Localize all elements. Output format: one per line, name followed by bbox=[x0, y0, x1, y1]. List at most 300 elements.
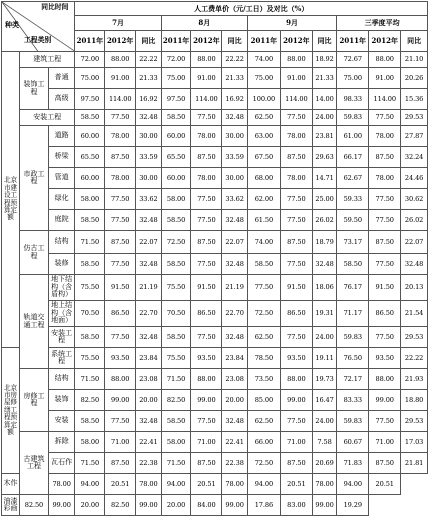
yoy-cell: 32.48 bbox=[401, 254, 428, 275]
yoy-cell: 22.41 bbox=[222, 432, 248, 453]
price-cell: 99.00 bbox=[105, 390, 136, 411]
price-cell: 77.50 bbox=[105, 210, 136, 231]
price-cell: 77.50 bbox=[369, 110, 401, 126]
table-row bbox=[2, 474, 428, 495]
yoy-cell: 32.48 bbox=[222, 110, 248, 126]
price-cell: 77.50 bbox=[280, 411, 312, 432]
yoy-cell: 25.00 bbox=[312, 189, 336, 210]
price-cell: 87.50 bbox=[280, 147, 312, 168]
category-cell: 安装 bbox=[48, 411, 75, 432]
category-cell: 绿化 bbox=[48, 189, 75, 210]
yoy-cell: 30.00 bbox=[136, 126, 162, 147]
table-row bbox=[2, 369, 428, 390]
table-row bbox=[2, 301, 428, 327]
yoy-cell: 30.62 bbox=[401, 189, 428, 210]
price-cell: 72.00 bbox=[161, 52, 191, 68]
price-cell: 75.00 bbox=[337, 68, 369, 89]
price-cell: 77.50 bbox=[105, 411, 136, 432]
category-cell: 装饰 bbox=[48, 390, 75, 411]
yoy-cell: 20.51 bbox=[105, 474, 136, 495]
yoy-cell: 29.53 bbox=[401, 411, 428, 432]
table-row bbox=[2, 348, 428, 369]
year-header: 2011年 bbox=[247, 31, 280, 52]
price-cell: 77.50 bbox=[105, 327, 136, 348]
table-row bbox=[2, 254, 428, 275]
price-cell: 88.00 bbox=[105, 369, 136, 390]
price-cell: 88.00 bbox=[280, 52, 312, 68]
price-cell: 91.50 bbox=[280, 275, 312, 301]
yoy-cell: 32.48 bbox=[222, 411, 248, 432]
price-cell: 71.00 bbox=[105, 432, 136, 453]
yoy-cell: 18.06 bbox=[312, 275, 336, 301]
price-cell: 87.50 bbox=[369, 231, 401, 254]
yoy-cell: 22.70 bbox=[222, 301, 248, 327]
period-header: 8月 bbox=[161, 16, 247, 31]
price-cell: 72.17 bbox=[337, 369, 369, 390]
price-cell: 58.50 bbox=[75, 411, 105, 432]
price-cell: 68.00 bbox=[247, 168, 280, 189]
price-cell: 66.00 bbox=[247, 432, 280, 453]
category-cell: 结构 bbox=[48, 369, 75, 390]
price-cell: 59.83 bbox=[337, 411, 369, 432]
yoy-cell: 18.79 bbox=[312, 231, 336, 254]
price-cell: 78.00 bbox=[191, 126, 222, 147]
price-cell: 75.50 bbox=[75, 275, 105, 301]
yoy-cell: 17.03 bbox=[401, 432, 428, 453]
subgroup-label: 仿古工程 bbox=[20, 231, 49, 275]
price-cell: 94.00 bbox=[75, 474, 105, 495]
price-cell: 87.50 bbox=[369, 453, 401, 474]
price-cell: 60.00 bbox=[75, 126, 105, 147]
price-cell: 99.00 bbox=[280, 390, 312, 411]
price-cell: 71.50 bbox=[75, 369, 105, 390]
price-cell: 77.50 bbox=[191, 411, 222, 432]
table-row bbox=[2, 231, 428, 254]
price-cell: 99.00 bbox=[136, 495, 162, 516]
price-cell: 86.50 bbox=[369, 301, 401, 327]
yoy-cell: 21.54 bbox=[401, 301, 428, 327]
price-cell: 83.33 bbox=[337, 390, 369, 411]
price-cell: 87.50 bbox=[191, 231, 222, 254]
price-cell: 86.50 bbox=[191, 301, 222, 327]
price-cell: 66.17 bbox=[337, 147, 369, 168]
yoy-cell: 19.73 bbox=[312, 369, 336, 390]
price-cell: 91.50 bbox=[369, 275, 401, 301]
price-cell: 88.00 bbox=[105, 52, 136, 68]
price-cell: 77.50 bbox=[280, 254, 312, 275]
table-row bbox=[2, 89, 428, 110]
yoy-cell: 16.47 bbox=[312, 390, 336, 411]
price-cell: 58.00 bbox=[75, 432, 105, 453]
price-cell: 77.50 bbox=[369, 254, 401, 275]
yoy-cell: 29.63 bbox=[312, 147, 336, 168]
price-cell: 91.50 bbox=[191, 275, 222, 301]
price-cell: 82.50 bbox=[20, 495, 49, 516]
corner-label-type: 种类 bbox=[5, 20, 19, 29]
price-cell: 58.50 bbox=[75, 210, 105, 231]
title-header: 人工费单价（元/工日）及对比（%） bbox=[75, 2, 428, 16]
yoy-cell: 22.38 bbox=[136, 453, 162, 474]
price-cell: 59.50 bbox=[337, 210, 369, 231]
table-row bbox=[2, 453, 428, 474]
price-cell: 78.00 bbox=[105, 126, 136, 147]
price-cell: 78.00 bbox=[136, 474, 162, 495]
price-cell: 77.50 bbox=[191, 327, 222, 348]
price-cell: 62.50 bbox=[247, 110, 280, 126]
yoy-cell: 33.59 bbox=[222, 147, 248, 168]
yoy-cell: 22.07 bbox=[222, 231, 248, 254]
price-cell: 77.50 bbox=[369, 210, 401, 231]
yoy-cell: 24.00 bbox=[312, 110, 336, 126]
price-cell: 58.00 bbox=[75, 189, 105, 210]
price-cell: 72.67 bbox=[337, 52, 369, 68]
price-cell: 88.00 bbox=[191, 52, 222, 68]
price-cell: 78.50 bbox=[247, 348, 280, 369]
yoy-header: 同比 bbox=[222, 31, 248, 52]
price-cell: 77.50 bbox=[105, 189, 136, 210]
corner-label-period: 同比时间 bbox=[41, 3, 69, 11]
price-cell: 87.50 bbox=[369, 147, 401, 168]
price-cell: 77.50 bbox=[280, 210, 312, 231]
price-cell: 98.33 bbox=[337, 89, 369, 110]
table-row bbox=[2, 390, 428, 411]
price-cell: 91.50 bbox=[105, 275, 136, 301]
yoy-cell: 24.46 bbox=[401, 168, 428, 189]
table-row bbox=[2, 68, 428, 89]
price-cell: 78.00 bbox=[191, 168, 222, 189]
price-cell: 73.17 bbox=[337, 231, 369, 254]
yoy-cell: 7.58 bbox=[312, 432, 336, 453]
year-header: 2012年 bbox=[191, 31, 222, 52]
price-cell: 58.00 bbox=[161, 432, 191, 453]
price-cell: 78.00 bbox=[280, 168, 312, 189]
subgroup-label: 轨道交通工程 bbox=[20, 275, 49, 369]
table-row bbox=[2, 432, 428, 453]
yoy-cell: 22.70 bbox=[136, 301, 162, 327]
category-cell: 木作 bbox=[2, 474, 20, 495]
price-cell: 83.00 bbox=[280, 495, 312, 516]
price-cell: 78.00 bbox=[280, 126, 312, 147]
year-header: 2011年 bbox=[337, 31, 369, 52]
price-cell: 93.50 bbox=[369, 348, 401, 369]
price-cell: 77.50 bbox=[191, 189, 222, 210]
price-cell: 93.50 bbox=[105, 348, 136, 369]
price-cell: 78.00 bbox=[48, 474, 75, 495]
yoy-header: 同比 bbox=[136, 31, 162, 52]
price-cell: 99.00 bbox=[48, 495, 75, 516]
price-cell: 87.50 bbox=[191, 147, 222, 168]
yoy-cell: 18.80 bbox=[401, 390, 428, 411]
price-cell: 78.00 bbox=[369, 168, 401, 189]
price-cell: 67.50 bbox=[247, 147, 280, 168]
price-cell: 85.00 bbox=[247, 390, 280, 411]
year-header: 2011年 bbox=[161, 31, 191, 52]
price-cell: 86.50 bbox=[280, 301, 312, 327]
table-row bbox=[2, 168, 428, 189]
subgroup-label: 房修工程 bbox=[20, 369, 49, 432]
price-cell: 71.50 bbox=[161, 369, 191, 390]
yoy-cell: 22.22 bbox=[222, 52, 248, 68]
price-cell: 71.00 bbox=[191, 432, 222, 453]
yoy-cell: 16.92 bbox=[222, 89, 248, 110]
yoy-cell: 22.07 bbox=[136, 231, 162, 254]
price-cell: 58.50 bbox=[337, 254, 369, 275]
yoy-cell: 16.92 bbox=[136, 89, 162, 110]
price-cell: 71.00 bbox=[280, 432, 312, 453]
price-cell: 87.50 bbox=[105, 453, 136, 474]
price-cell: 99.00 bbox=[222, 495, 248, 516]
year-header: 2012年 bbox=[105, 31, 136, 52]
price-cell: 91.00 bbox=[191, 68, 222, 89]
yoy-cell: 33.62 bbox=[222, 189, 248, 210]
yoy-cell: 17.86 bbox=[247, 495, 280, 516]
price-cell: 58.50 bbox=[75, 327, 105, 348]
price-cell: 72.50 bbox=[247, 453, 280, 474]
price-cell: 63.00 bbox=[247, 126, 280, 147]
yoy-cell: 21.19 bbox=[222, 275, 248, 301]
price-cell: 87.50 bbox=[280, 231, 312, 254]
price-cell: 78.00 bbox=[105, 168, 136, 189]
price-cell: 75.50 bbox=[161, 348, 191, 369]
year-header: 2011年 bbox=[75, 31, 105, 52]
yoy-cell: 24.00 bbox=[312, 411, 336, 432]
yoy-cell: 30.00 bbox=[222, 126, 248, 147]
price-cell: 114.00 bbox=[369, 89, 401, 110]
yoy-header: 同比 bbox=[401, 31, 428, 52]
price-cell: 91.00 bbox=[280, 68, 312, 89]
price-cell: 70.50 bbox=[75, 301, 105, 327]
price-cell: 88.00 bbox=[191, 369, 222, 390]
yoy-cell: 33.59 bbox=[136, 147, 162, 168]
price-cell: 114.00 bbox=[280, 89, 312, 110]
price-cell: 62.00 bbox=[247, 189, 280, 210]
category-cell: 管道 bbox=[48, 168, 75, 189]
category-cell: 瓦石作 bbox=[48, 453, 75, 474]
yoy-cell: 26.02 bbox=[401, 210, 428, 231]
yoy-cell: 20.51 bbox=[191, 474, 222, 495]
price-cell: 78.00 bbox=[369, 126, 401, 147]
price-cell: 71.50 bbox=[161, 453, 191, 474]
price-cell: 97.50 bbox=[75, 89, 105, 110]
price-cell: 71.50 bbox=[75, 453, 105, 474]
category-cell: 油漆彩画 bbox=[2, 495, 20, 516]
price-cell: 87.50 bbox=[105, 147, 136, 168]
yoy-cell: 23.08 bbox=[222, 369, 248, 390]
yoy-cell: 20.51 bbox=[280, 474, 312, 495]
price-cell: 84.00 bbox=[191, 495, 222, 516]
price-cell: 72.50 bbox=[161, 231, 191, 254]
price-cell: 60.67 bbox=[337, 432, 369, 453]
price-cell: 60.00 bbox=[161, 168, 191, 189]
price-cell: 82.50 bbox=[75, 390, 105, 411]
price-cell: 72.00 bbox=[75, 52, 105, 68]
yoy-cell: 32.24 bbox=[401, 147, 428, 168]
yoy-cell: 27.87 bbox=[401, 126, 428, 147]
category-cell: 建筑工程 bbox=[20, 52, 75, 68]
category-cell: 装修 bbox=[48, 254, 75, 275]
yoy-cell: 22.41 bbox=[136, 432, 162, 453]
price-cell: 77.50 bbox=[369, 411, 401, 432]
price-cell: 114.00 bbox=[191, 89, 222, 110]
yoy-cell: 32.48 bbox=[222, 210, 248, 231]
yoy-cell: 29.53 bbox=[401, 327, 428, 348]
price-cell: 58.50 bbox=[75, 254, 105, 275]
yoy-cell: 21.10 bbox=[401, 52, 428, 68]
category-cell: 地下结构（含盾构） bbox=[48, 275, 75, 301]
price-cell: 72.50 bbox=[247, 301, 280, 327]
yoy-cell: 20.26 bbox=[401, 68, 428, 89]
yoy-cell: 32.48 bbox=[312, 254, 336, 275]
price-cell: 58.50 bbox=[161, 254, 191, 275]
price-cell: 87.50 bbox=[280, 453, 312, 474]
price-cell: 62.50 bbox=[247, 327, 280, 348]
price-cell: 99.00 bbox=[191, 390, 222, 411]
price-cell: 71.00 bbox=[369, 432, 401, 453]
yoy-cell: 19.11 bbox=[312, 348, 336, 369]
yoy-cell: 32.48 bbox=[136, 411, 162, 432]
price-cell: 99.00 bbox=[369, 390, 401, 411]
price-cell: 100.00 bbox=[247, 89, 280, 110]
yoy-cell: 21.33 bbox=[222, 68, 248, 89]
yoy-cell: 23.81 bbox=[312, 126, 336, 147]
yoy-cell: 21.33 bbox=[312, 68, 336, 89]
yoy-cell: 20.00 bbox=[161, 495, 191, 516]
price-cell: 94.00 bbox=[337, 474, 369, 495]
price-cell: 71.83 bbox=[337, 453, 369, 474]
category-cell: 地上结构（含地面） bbox=[48, 301, 75, 327]
yoy-cell: 32.48 bbox=[136, 254, 162, 275]
price-cell: 58.50 bbox=[161, 210, 191, 231]
price-cell: 88.00 bbox=[369, 52, 401, 68]
yoy-cell: 20.00 bbox=[75, 495, 105, 516]
table-row bbox=[2, 189, 428, 210]
yoy-cell: 32.48 bbox=[222, 254, 248, 275]
price-cell: 77.50 bbox=[247, 275, 280, 301]
price-cell: 93.50 bbox=[280, 348, 312, 369]
price-cell: 97.50 bbox=[161, 89, 191, 110]
category-cell: 高级 bbox=[48, 89, 75, 110]
price-cell: 60.00 bbox=[75, 168, 105, 189]
price-cell: 75.00 bbox=[75, 68, 105, 89]
price-cell: 114.00 bbox=[105, 89, 136, 110]
price-cell: 78.00 bbox=[312, 474, 336, 495]
yoy-cell: 23.84 bbox=[136, 348, 162, 369]
price-cell: 75.50 bbox=[75, 348, 105, 369]
price-cell: 59.83 bbox=[337, 327, 369, 348]
yoy-cell: 20.13 bbox=[401, 275, 428, 301]
table-row bbox=[2, 411, 428, 432]
table-row bbox=[2, 327, 428, 348]
price-cell: 65.50 bbox=[161, 147, 191, 168]
price-cell: 60.00 bbox=[161, 126, 191, 147]
price-cell: 58.50 bbox=[247, 254, 280, 275]
price-cell: 74.00 bbox=[247, 231, 280, 254]
yoy-cell: 22.38 bbox=[222, 453, 248, 474]
price-cell: 77.50 bbox=[369, 327, 401, 348]
price-cell: 77.50 bbox=[280, 327, 312, 348]
price-cell: 75.00 bbox=[161, 68, 191, 89]
yoy-cell: 18.92 bbox=[312, 52, 336, 68]
price-cell: 77.50 bbox=[280, 189, 312, 210]
price-cell: 82.50 bbox=[105, 495, 136, 516]
yoy-header: 同比 bbox=[312, 31, 336, 52]
yoy-cell: 32.48 bbox=[222, 327, 248, 348]
price-cell: 75.50 bbox=[161, 275, 191, 301]
yoy-cell: 23.08 bbox=[136, 369, 162, 390]
yoy-cell: 21.33 bbox=[136, 68, 162, 89]
price-cell: 58.00 bbox=[161, 189, 191, 210]
table-row bbox=[2, 147, 428, 168]
yoy-cell: 23.84 bbox=[222, 348, 248, 369]
year-header: 2012年 bbox=[280, 31, 312, 52]
table-row bbox=[2, 210, 428, 231]
price-cell: 70.50 bbox=[161, 301, 191, 327]
price-cell: 94.00 bbox=[247, 474, 280, 495]
category-cell: 普通 bbox=[48, 68, 75, 89]
corner-header-cell bbox=[2, 2, 75, 52]
price-cell: 88.00 bbox=[369, 369, 401, 390]
group-label: 北京市建设工程预算定额 bbox=[2, 52, 20, 348]
price-cell: 59.33 bbox=[337, 189, 369, 210]
labor-wage-table bbox=[1, 1, 428, 516]
yoy-cell: 19.29 bbox=[337, 495, 369, 516]
period-header: 9月 bbox=[247, 16, 336, 31]
yoy-cell: 20.00 bbox=[222, 390, 248, 411]
category-cell: 道路 bbox=[48, 126, 75, 147]
price-cell: 91.00 bbox=[105, 68, 136, 89]
subgroup-label: 古建筑工程 bbox=[20, 432, 49, 495]
year-header: 2012年 bbox=[369, 31, 401, 52]
price-cell: 59.83 bbox=[337, 110, 369, 126]
yoy-cell: 21.19 bbox=[136, 275, 162, 301]
period-header: 三季度平均 bbox=[337, 16, 428, 31]
price-cell: 75.00 bbox=[247, 68, 280, 89]
yoy-cell: 30.00 bbox=[222, 168, 248, 189]
price-cell: 74.00 bbox=[247, 52, 280, 68]
price-cell: 87.50 bbox=[191, 453, 222, 474]
yoy-cell: 20.69 bbox=[312, 453, 336, 474]
yoy-cell: 20.51 bbox=[369, 474, 401, 495]
price-cell: 71.50 bbox=[75, 231, 105, 254]
yoy-cell: 32.48 bbox=[136, 210, 162, 231]
period-header: 7月 bbox=[75, 16, 161, 31]
yoy-cell: 14.71 bbox=[312, 168, 336, 189]
price-cell: 76.50 bbox=[337, 348, 369, 369]
yoy-cell: 20.00 bbox=[136, 390, 162, 411]
table-row bbox=[2, 126, 428, 147]
price-cell: 78.00 bbox=[222, 474, 248, 495]
yoy-cell: 32.48 bbox=[136, 110, 162, 126]
price-cell: 77.50 bbox=[191, 254, 222, 275]
price-cell: 77.50 bbox=[105, 110, 136, 126]
price-cell: 94.00 bbox=[161, 474, 191, 495]
yoy-cell: 22.07 bbox=[401, 231, 428, 254]
category-cell: 安装工程 bbox=[48, 327, 75, 348]
table-row bbox=[2, 495, 428, 516]
category-cell: 桥梁 bbox=[48, 147, 75, 168]
yoy-cell: 22.22 bbox=[401, 348, 428, 369]
yoy-cell: 22.22 bbox=[136, 52, 162, 68]
category-cell: 安装工程 bbox=[20, 110, 75, 126]
subgroup-label: 装饰工程 bbox=[20, 68, 49, 110]
subgroup-label: 市政工程 bbox=[20, 126, 49, 231]
price-cell: 76.17 bbox=[337, 275, 369, 301]
yoy-cell: 32.48 bbox=[136, 327, 162, 348]
price-cell: 99.00 bbox=[312, 495, 336, 516]
price-cell: 73.50 bbox=[247, 369, 280, 390]
price-cell: 58.50 bbox=[161, 411, 191, 432]
yoy-cell: 19.31 bbox=[312, 301, 336, 327]
